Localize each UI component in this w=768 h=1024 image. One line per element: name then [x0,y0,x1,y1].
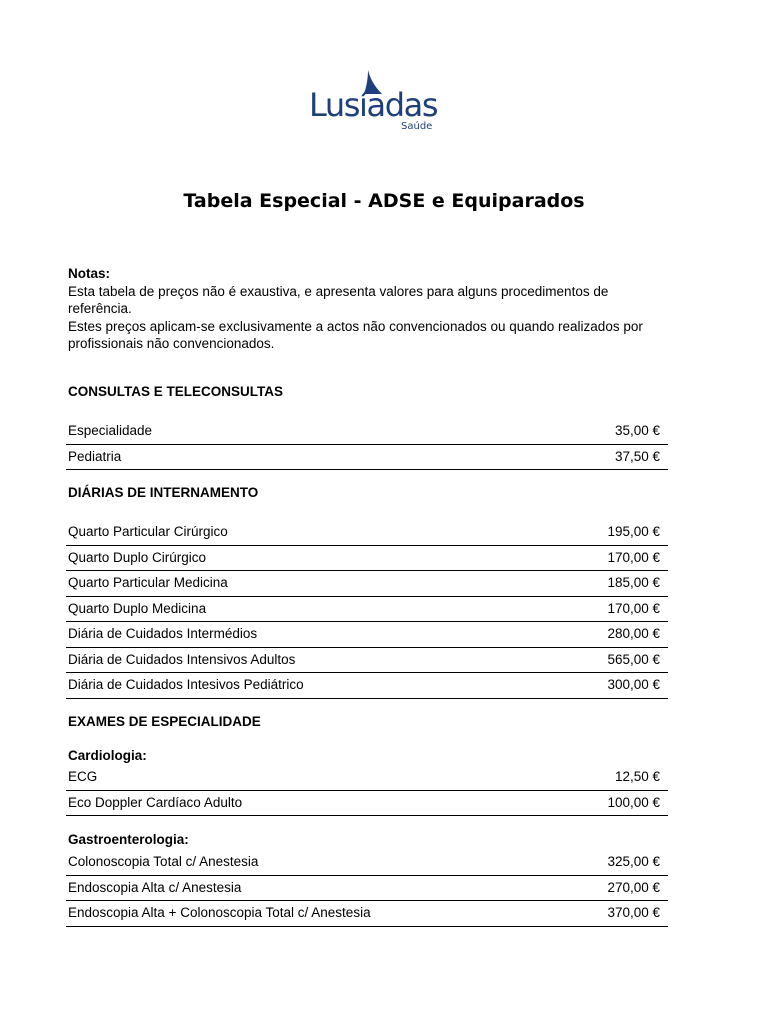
subsection-heading-cardiologia: Cardiologia: [68,748,147,763]
subsection-heading-gastro: Gastroenterologia: [68,832,189,847]
row-price: 170,00 € [607,549,660,565]
row-price: 270,00 € [607,879,660,895]
row-price: 325,00 € [607,854,660,869]
notes-line-2: Estes preços aplicam-se exclusivamente a actos não convencionados ou quando realizados por profissionais não convencionados. [68,318,643,351]
table-row [66,520,668,546]
row-name: ECG [68,769,98,784]
table-row [66,445,668,471]
row-name: Quarto Particular Medicina [68,575,228,590]
row-name: Endoscopia Alta c/ Anestesia [68,879,242,895]
lusiadas-logo [309,70,449,136]
section-heading-exames: EXAMES DE ESPECIALIDADE [68,714,261,729]
table-row [66,901,668,927]
row-name: Quarto Duplo Cirúrgico [68,549,207,565]
row-price: 280,00 € [607,626,660,641]
page-title: Tabela Especial - ADSE e Equiparados [183,190,585,212]
row-name: Quarto Duplo Medicina [68,600,207,616]
row-price: 370,00 € [607,905,660,920]
row-name: Colonoscopia Total c/ Anestesia [68,854,259,869]
row-price: 100,00 € [607,794,660,810]
row-name: Pediatria [68,448,122,464]
row-name: Diária de Cuidados Intensivos Adultos [68,651,296,667]
row-name: Quarto Particular Cirúrgico [68,524,228,539]
row-name: Diária de Cuidados Intermédios [68,626,258,641]
section-heading-diarias: DIÁRIAS DE INTERNAMENTO [68,485,259,500]
diarias-table [66,520,668,699]
logo-wordmark: Lusíadas [309,86,438,124]
row-price: 300,00 € [607,677,660,692]
notes-line-1: Esta tabela de preços não é exaustiva, e apresenta valores para alguns procedimentos de referência. [68,283,609,316]
row-price: 12,50 € [614,769,660,784]
table-row [66,876,668,902]
table-row [66,419,668,445]
table-row [66,597,668,623]
table-row [66,673,668,699]
table-row [66,648,668,674]
row-name: Eco Doppler Cardíaco Adulto [68,794,243,810]
row-price: 185,00 € [607,575,660,590]
table-row [66,850,668,876]
row-price: 195,00 € [607,524,660,539]
table-row [66,791,668,817]
row-price: 170,00 € [607,600,660,616]
section-heading-consultas: CONSULTAS E TELECONSULTAS [68,384,283,399]
table-row [66,622,668,648]
notes-label: Notas: [68,266,111,281]
row-name: Endoscopia Alta + Colonoscopia Total c/ Anestesia [68,905,371,920]
table-row [66,546,668,572]
row-price: 37,50 € [614,448,660,464]
cardiologia-table [66,765,668,816]
row-price: 565,00 € [607,651,660,667]
row-name: Diária de Cuidados Intesivos Pediátrico [68,677,304,692]
row-name: Especialidade [68,423,153,438]
gastro-table [66,850,668,927]
table-row [66,571,668,597]
row-price: 35,00 € [614,423,660,438]
table-row [66,765,668,791]
consultas-table [66,419,668,470]
notes-block [68,265,668,353]
logo-subtitle: Saúde [401,121,433,132]
